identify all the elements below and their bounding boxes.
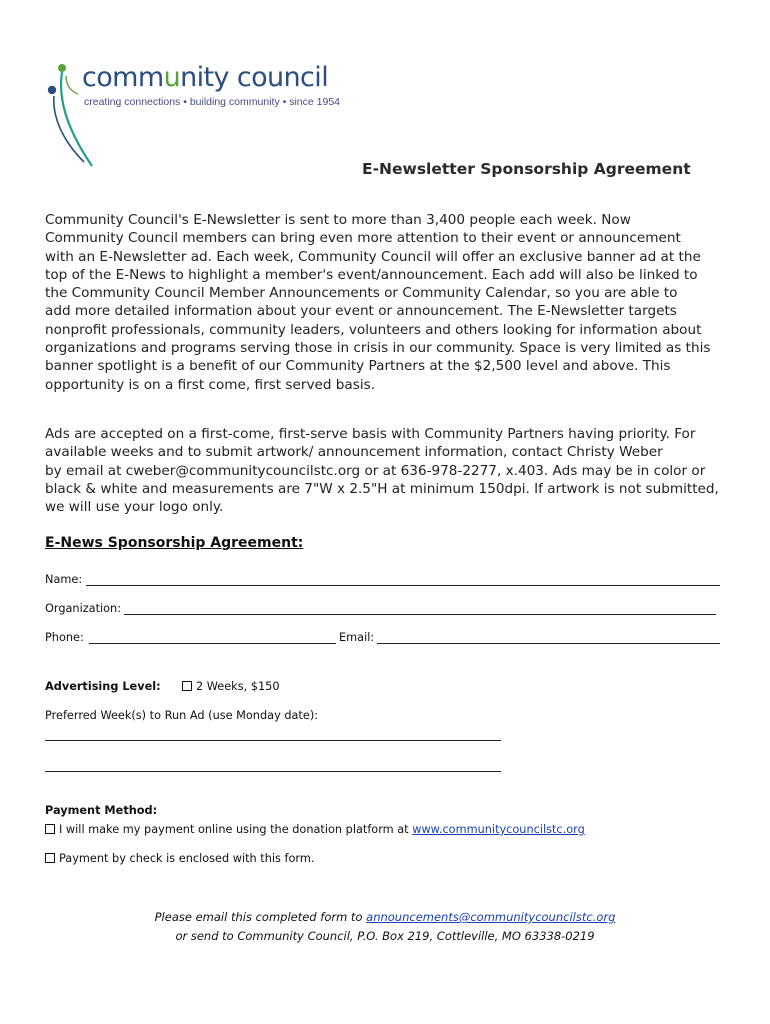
- email-field[interactable]: [377, 643, 720, 644]
- ads-line: we will use your logo only.: [45, 499, 224, 516]
- email-label: Email:: [339, 631, 375, 644]
- phone-label: Phone:: [45, 631, 84, 644]
- preferred-weeks-field-2[interactable]: [45, 771, 501, 772]
- donation-platform-link[interactable]: www.communitycouncilstc.org: [412, 823, 585, 836]
- advertising-option[interactable]: [182, 680, 280, 693]
- form-heading: E-News Sponsorship Agreement:: [45, 535, 304, 551]
- ads-line: black & white and measurements are 7"W x 2.5"H at minimum 150dpi. If artwork is not submitted,: [45, 480, 719, 497]
- advertising-option-label: 2 Weeks, $150: [196, 680, 280, 693]
- intro-line: top of the E-News to highlight a member's event/announcement. Each add will also be linked to: [45, 266, 698, 283]
- phone-field[interactable]: [89, 643, 336, 644]
- checkbox-icon[interactable]: [45, 824, 55, 834]
- payment-online-option[interactable]: [45, 823, 585, 836]
- name-row: [45, 573, 82, 586]
- payment-check-option[interactable]: [45, 852, 314, 865]
- name-label: Name:: [45, 573, 83, 586]
- logo-tagline: creating connections • building community • since 1954: [84, 96, 340, 108]
- intro-line: with an E-Newsletter ad. Each week, Community Council will offer an exclusive banner ad at the: [45, 248, 701, 265]
- checkbox-icon[interactable]: [182, 681, 192, 691]
- organization-row: [45, 602, 121, 615]
- intro-line: Community Council members can bring even more attention to their event or announcement: [45, 230, 681, 247]
- ads-line: by email at cweber@communitycouncilstc.org or at 636-978-2277, x.403. Ads may be in color or: [45, 462, 706, 479]
- payment-check-text: Payment by check is enclosed with this form.: [59, 852, 315, 865]
- checkbox-icon[interactable]: [45, 853, 55, 863]
- ads-line: available weeks and to submit artwork/ announcement information, contact Christy Weber: [45, 444, 663, 461]
- advertising-level-label: Advertising Level:: [45, 680, 161, 693]
- preferred-weeks-field-1[interactable]: [45, 740, 501, 741]
- organization-field[interactable]: [124, 614, 716, 615]
- intro-line: the Community Council Member Announcements or Community Calendar, so you are able to: [45, 285, 678, 302]
- announcements-email-link[interactable]: announcements@communitycouncilstc.org: [366, 910, 616, 924]
- intro-line: nonprofit professionals, community leaders, volunteers and others looking for information about: [45, 321, 702, 338]
- phone-row: [45, 631, 84, 644]
- page-title: E-Newsletter Sponsorship Agreement: [362, 160, 691, 178]
- ads-paragraph: [45, 425, 725, 516]
- footer-line-1: [0, 910, 770, 924]
- preferred-weeks-label: Preferred Week(s) to Run Ad (use Monday date):: [45, 709, 319, 722]
- logo-wordmark: community council: [82, 62, 329, 93]
- intro-line: organizations and programs serving those in crisis in our community. Space is very limited as this: [45, 340, 711, 357]
- email-row: [339, 631, 374, 644]
- intro-line: Community Council's E-Newsletter is sent to more than 3,400 people each week. Now: [45, 212, 631, 228]
- intro-line: banner spotlight is a benefit of our Community Partners at the $2,500 level and above. This: [45, 358, 671, 375]
- intro-line: add more detailed information about your event or announcement. The E-Newsletter targets: [45, 303, 677, 320]
- payment-online-text: I will make my payment online using the donation platform at: [59, 823, 409, 836]
- organization-label: Organization:: [45, 602, 122, 615]
- footer-line-2: or send to Community Council, P.O. Box 219, Cottleville, MO 63338-0219: [175, 929, 595, 943]
- footer-prefix: Please email this completed form to: [154, 910, 363, 924]
- community-council-logo: [44, 58, 340, 173]
- name-field[interactable]: [86, 585, 720, 586]
- intro-paragraph: [45, 211, 725, 394]
- ads-line: Ads are accepted on a first-come, first-serve basis with Community Partners having priority. For: [45, 426, 696, 442]
- payment-method-label: Payment Method:: [45, 804, 158, 817]
- intro-line: opportunity is on a first come, first served basis.: [45, 376, 376, 393]
